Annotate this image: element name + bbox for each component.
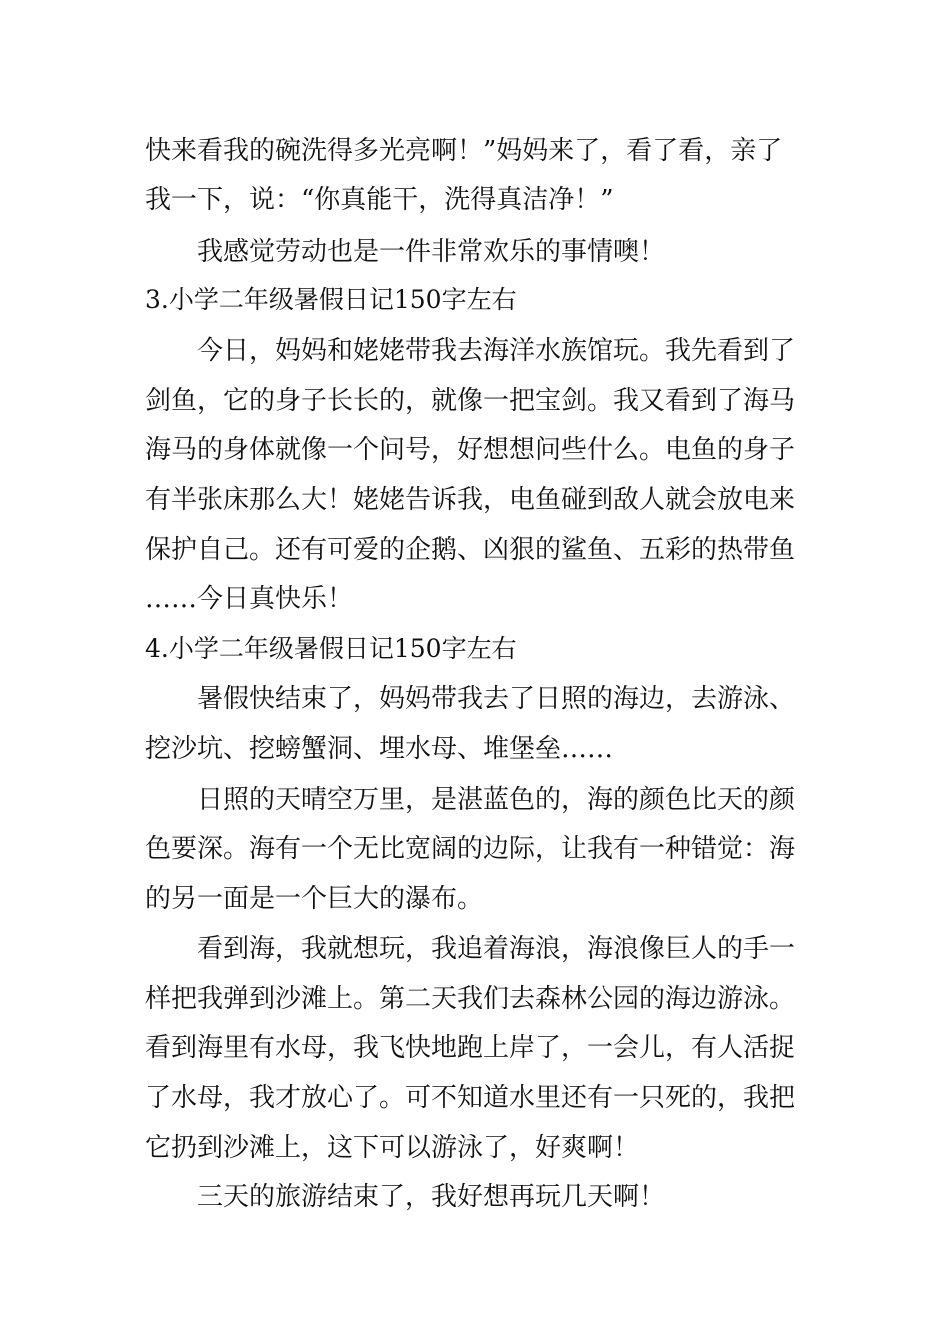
text-line: 它扔到沙滩上，这下可以游泳了，好爽啊！ — [145, 1133, 640, 1163]
text-line: 挖沙坑、挖螃蟹洞、埋水母、堆堡垒…… — [145, 734, 614, 764]
text-line: 保护自己。还有可爱的企鹅、凶狠的鲨鱼、五彩的热带鱼 — [145, 535, 796, 565]
text-line: 样把我弹到沙滩上。第二天我们去森林公园的海边游泳。 — [145, 984, 796, 1014]
paragraph-line: 暑假快结束了，妈妈带我去了日照的海边，去游泳、 — [197, 684, 796, 714]
text-line: 剑鱼，它的身子长长的，就像一把宝剑。我又看到了海马 — [145, 386, 796, 416]
paragraph-line: 我感觉劳动也是一件非常欢乐的事情噢！ — [197, 237, 666, 267]
text-line: 我一下，说：“你真能干，洗得真洁净！” — [145, 185, 614, 215]
text-line: 海马的身体就像一个问号，好想想问些什么。电鱼的身子 — [145, 435, 796, 465]
text-line: 色要深。海有一个无比宽阔的边际，让我有一种错觉：海 — [145, 834, 796, 864]
text-line: 的另一面是一个巨大的瀑布。 — [145, 884, 484, 914]
text-line: 了水母，我才放心了。可不知道水里还有一只死的，我把 — [145, 1083, 796, 1113]
text-line: ……今日真快乐！ — [145, 584, 354, 614]
paragraph-line: 日照的天晴空万里，是湛蓝色的，海的颜色比天的颜 — [197, 785, 796, 815]
text-line: 快来看我的碗洗得多光亮啊！”妈妈来了，看了看，亲了 — [145, 136, 783, 166]
text-line: 看到海里有水母，我飞快地跑上岸了，一会儿，有人活捉 — [145, 1033, 796, 1063]
paragraph-line: 看到海，我就想玩，我追着海浪，海浪像巨人的手一 — [197, 934, 796, 964]
text-line: 有半张床那么大！姥姥告诉我，电鱼碰到敌人就会放电来 — [145, 485, 796, 515]
section-heading-3: 3.小学二年级暑假日记150字左右 — [145, 285, 517, 314]
paragraph-line: 三天的旅游结束了，我好想再玩几天啊！ — [197, 1182, 666, 1212]
section-heading-4: 4.小学二年级暑假日记150字左右 — [145, 634, 517, 663]
paragraph-line: 今日，妈妈和姥姥带我去海洋水族馆玩。我先看到了 — [197, 336, 796, 366]
